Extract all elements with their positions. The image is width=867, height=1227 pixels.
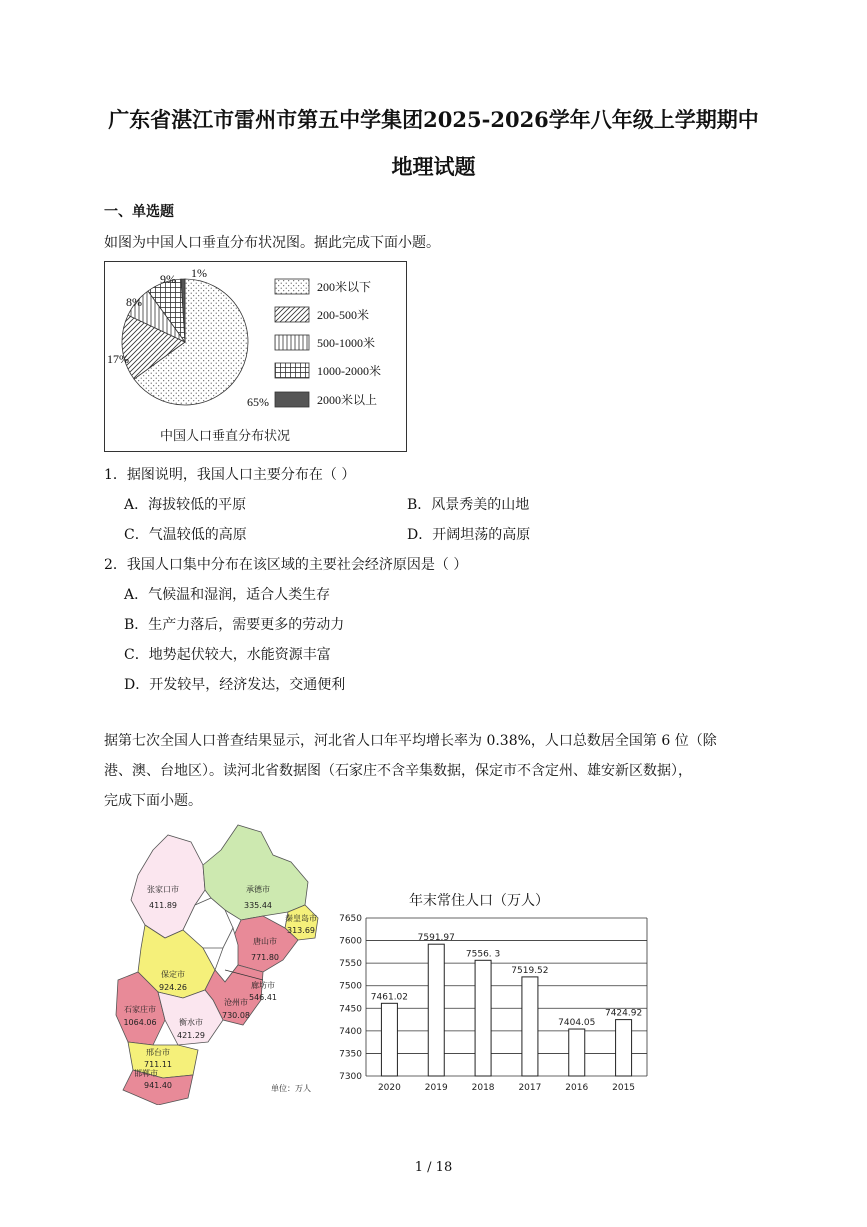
population-bar-chart [335,885,655,1095]
q2-option-a[interactable]: A．气候温和湿润，适合人类生存 [124,587,331,603]
q2-stem: 2．我国人口集中分布在该区域的主要社会经济原因是（ ） [104,557,468,573]
intro-text-2-line2: 港、澳、台地区）。读河北省数据图（石家庄不含辛集数据，保定市不含定州、雄安新区数据）， [104,763,692,779]
y-tick-label-7: 7650 [339,914,362,924]
bar-value-label-0: 7461.02 [370,992,409,1003]
pie-caption: 中国人口垂直分布状况 [159,429,290,444]
x-tick-label-3: 2017 [518,1083,542,1093]
map-label-value-9: 711.11 [144,1060,172,1069]
bar-value-label-5: 7424.92 [604,1008,643,1019]
q2-option-d[interactable]: D．开发较早，经济发达，交通便利 [124,677,346,693]
x-tick-label-5: 2015 [612,1083,636,1093]
bar-2019 [428,944,444,1076]
y-tick-label-2: 7400 [339,1026,362,1037]
legend-swatch-1 [275,307,309,322]
y-tick-label-0: 7300 [339,1072,362,1082]
map-unit: 单位：万人 [271,1084,311,1093]
q1-option-b[interactable]: B．风景秀美的山地 [407,497,530,513]
pie-label-0: 65% [247,395,269,409]
y-tick-label-3: 7450 [339,1004,362,1015]
legend-label-2: 500-1000米 [317,336,375,350]
bar-2015 [616,1020,632,1076]
q1-option-d[interactable]: D．开阔坦荡的高原 [407,527,531,543]
map-label-name-2: 秦皇岛市 [285,914,317,923]
y-tick-label-6: 7600 [339,936,362,947]
x-tick-label-4: 2016 [565,1083,589,1093]
bar-value-label-4: 7404.05 [558,1018,596,1029]
map-label-name-4: 保定市 [161,970,185,979]
map-label-value-0: 411.89 [149,901,177,910]
legend-swatch-4 [275,392,309,407]
intro-text-2-line3: 完成下面小题。 [104,793,202,809]
pie-label-2: 8% [126,295,142,309]
map-label-value-5: 546.41 [249,993,277,1002]
map-label-name-3: 唐山市 [253,937,277,946]
section-heading: 一、单选题 [104,204,174,220]
page-number: 1 / 18 [414,1160,453,1175]
legend-label-3: 1000-2000米 [317,364,381,378]
legend-swatch-0 [275,279,309,294]
y-tick-label-4: 7500 [339,981,362,992]
map-label-value-10: 941.40 [144,1081,172,1090]
map-label-name-8: 衡水市 [179,1018,203,1027]
document-title-line1: 广东省湛江市雷州市第五中学集团2025-2026学年八年级上学期期中 [108,107,759,132]
bar-2018 [475,960,491,1076]
hebei-map [113,820,328,1105]
map-label-name-0: 张家口市 [147,885,179,894]
pie-label-1: 17% [107,352,129,366]
pie-chart [105,262,406,451]
pie-label-3: 9% [160,272,176,286]
map-label-value-1: 335.44 [244,901,272,910]
document-title-line2: 地理试题 [391,154,476,179]
intro-text-1: 如图为中国人口垂直分布状况图。据此完成下面小题。 [104,235,440,251]
bar-2016 [569,1029,585,1076]
q1-option-c[interactable]: C．气温较低的高原 [124,527,247,543]
map-label-value-4: 924.26 [159,983,187,992]
q1-option-a[interactable]: A．海拔较低的平原 [124,497,247,513]
map-label-value-3: 771.80 [251,953,279,962]
map-label-name-9: 邢台市 [146,1048,170,1057]
map-label-name-6: 石家庄市 [124,1005,156,1014]
bar-value-label-1: 7591.97 [417,933,455,944]
bar-chart-title: 年末常住人口（万人） [409,893,549,909]
q2-option-b[interactable]: B．生产力落后，需要更多的劳动力 [124,617,345,633]
x-tick-label-2: 2018 [471,1083,495,1093]
intro-text-2-line1: 据第七次全国人口普查结果显示，河北省人口年平均增长率为 0.38%，人口总数居全国第 6 位（除 [104,733,717,749]
map-label-value-7: 730.08 [222,1011,250,1020]
bar-2017 [522,977,538,1076]
pie-figure [104,261,407,452]
map-label-name-7: 沧州市 [224,998,248,1007]
map-label-value-6: 1064.06 [123,1018,157,1027]
q1-stem: 1．据图说明，我国人口主要分布在（ ） [104,467,356,483]
legend-swatch-2 [275,335,309,350]
pie-label-4: 1% [191,266,207,280]
bar-value-label-3: 7519.52 [511,965,549,976]
map-label-value-8: 421.29 [177,1031,205,1040]
legend-swatch-3 [275,363,309,378]
map-label-name-1: 承德市 [246,885,270,894]
bar-value-label-2: 7556. 3 [465,949,501,960]
map-label-name-5: 廊坊市 [251,981,275,990]
map-label-value-2: 313.69 [287,926,315,935]
q2-option-c[interactable]: C．地势起伏较大，水能资源丰富 [124,647,331,663]
y-tick-label-5: 7550 [339,959,362,970]
legend-label-1: 200-500米 [317,308,369,322]
bar-2020 [381,1003,397,1076]
legend-label-0: 200米以下 [317,280,372,294]
map-label-name-10: 邯郸市 [134,1069,158,1078]
y-tick-label-1: 7350 [339,1049,362,1060]
x-tick-label-0: 2020 [377,1083,401,1093]
legend-label-4: 2000米以上 [317,393,378,407]
x-tick-label-1: 2019 [424,1083,448,1093]
